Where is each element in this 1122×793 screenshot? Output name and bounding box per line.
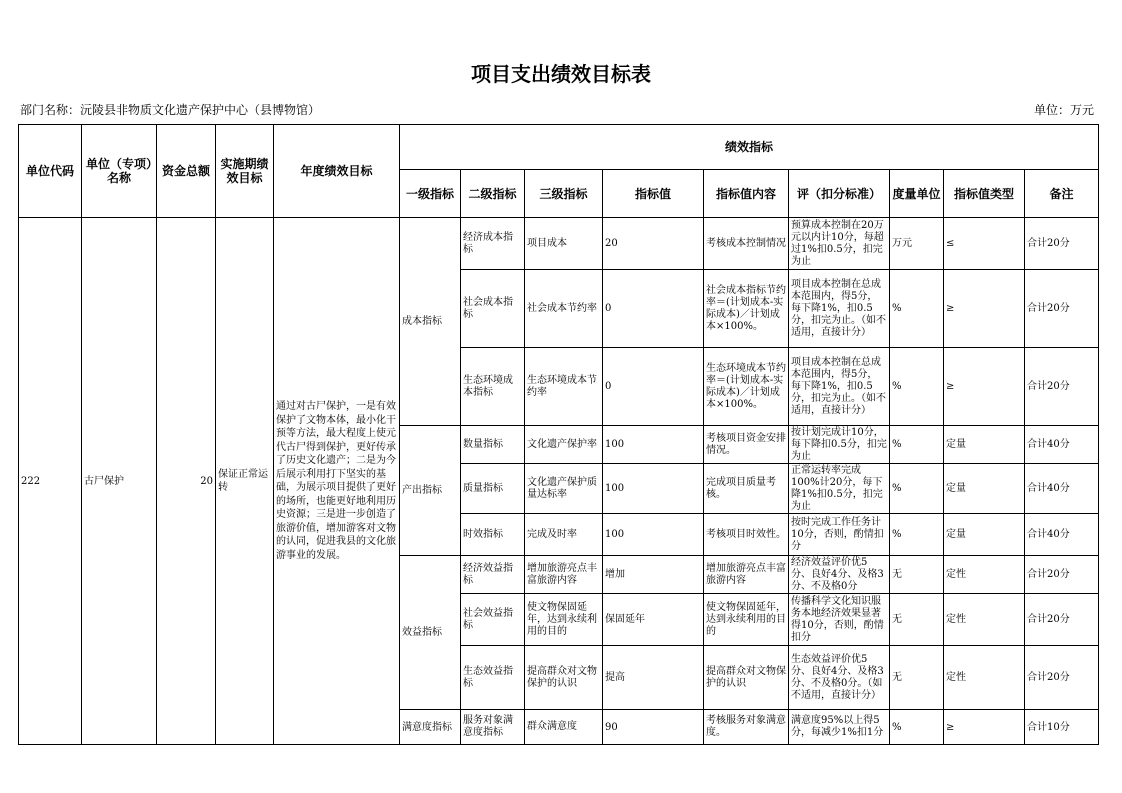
cell-scoring: 项目成本控制在总成本范围内，得5分，每下降1%，扣0.5分，扣完为止。（如不适用，直接计分） bbox=[789, 270, 890, 348]
cell-scoring: 按时完成工作任务计10分，否则，酌情扣分 bbox=[789, 514, 890, 556]
cell-level3: 生态环境成本节约率 bbox=[525, 348, 603, 426]
cell-value-type: 定量 bbox=[944, 514, 1025, 556]
cell-remark: 合计20分 bbox=[1025, 594, 1099, 646]
currency-unit: 单位：万元 bbox=[1033, 103, 1094, 117]
cell-level2: 社会效益指标 bbox=[461, 594, 525, 646]
cell-level3: 使文物保固延年，达到永续利用的目的 bbox=[525, 594, 603, 646]
cell-level3: 增加旅游亮点丰富旅游内容 bbox=[525, 556, 603, 594]
cell-level3: 完成及时率 bbox=[525, 514, 603, 556]
header-measure-unit: 度量单位 bbox=[890, 170, 944, 218]
cell-level2: 服务对象满意度指标 bbox=[461, 710, 525, 745]
cell-remark: 合计20分 bbox=[1025, 218, 1099, 270]
cell-value-type: 定性 bbox=[944, 556, 1025, 594]
cell-content: 考核成本控制情况 bbox=[704, 218, 789, 270]
cell-value: 保固延年 bbox=[603, 594, 704, 646]
cell-value-type: 定性 bbox=[944, 594, 1025, 646]
cell-level3: 文化遗产保护质量达标率 bbox=[525, 464, 603, 514]
cell-value: 100 bbox=[603, 426, 704, 464]
cell-value-type: 定性 bbox=[944, 646, 1025, 710]
header-level1: 一级指标 bbox=[400, 170, 461, 218]
cell-content: 考核服务对象满意度。 bbox=[704, 710, 789, 745]
group-benefit: 效益指标 bbox=[400, 556, 461, 710]
cell-content: 社会成本指标节约率＝(计划成本-实际成本)／计划成本×100%。 bbox=[704, 270, 789, 348]
header-annual-goal: 年度绩效目标 bbox=[274, 125, 400, 218]
cell-level3: 提高群众对文物保护的认识 bbox=[525, 646, 603, 710]
header-performance: 绩效指标 bbox=[400, 125, 1099, 170]
cell-remark: 合计40分 bbox=[1025, 464, 1099, 514]
header-level2: 二级指标 bbox=[461, 170, 525, 218]
cell-level2: 时效指标 bbox=[461, 514, 525, 556]
cell-level2: 生态环境成本指标 bbox=[461, 348, 525, 426]
header-value: 指标值 bbox=[603, 170, 704, 218]
cell-value-type: ≥ bbox=[944, 348, 1025, 426]
cell-level3: 群众满意度 bbox=[525, 710, 603, 745]
cell-level3: 项目成本 bbox=[525, 218, 603, 270]
cell-remark: 合计20分 bbox=[1025, 646, 1099, 710]
cell-measure-unit: 无 bbox=[890, 646, 944, 710]
cell-period-goal: 保证正常运转 bbox=[216, 218, 274, 745]
cell-remark: 合计20分 bbox=[1025, 348, 1099, 426]
header-content: 指标值内容 bbox=[704, 170, 789, 218]
cell-value-type: ≥ bbox=[944, 710, 1025, 745]
cell-measure-unit: % bbox=[890, 426, 944, 464]
group-cost: 成本指标 bbox=[400, 218, 461, 426]
cell-value-type: 定量 bbox=[944, 426, 1025, 464]
cell-content: 提高群众对文物保护的认识 bbox=[704, 646, 789, 710]
cell-total-funds: 20 bbox=[157, 218, 216, 745]
cell-value: 增加 bbox=[603, 556, 704, 594]
cell-remark: 合计40分 bbox=[1025, 514, 1099, 556]
header-period-goal: 实施期绩效目标 bbox=[216, 125, 274, 218]
cell-level2: 经济效益指标 bbox=[461, 556, 525, 594]
cell-scoring: 生态效益评价优5分、良好4分、及格3分、不及格0分。（如不适用，直接计分） bbox=[789, 646, 890, 710]
cell-value: 0 bbox=[603, 348, 704, 426]
header-value-type: 指标值类型 bbox=[944, 170, 1025, 218]
cell-value-type: 定量 bbox=[944, 464, 1025, 514]
cell-level3: 社会成本节约率 bbox=[525, 270, 603, 348]
cell-annual-goal: 通过对古尸保护，一是有效保护了文物本体，最小化干预等方法，最大程度上使元代古尸得到保护，更好传承了历史文化遗产；二是为今后展示利用打下坚实的基础，为展示项目提供了更好的场所，也能更好地利用历史资源；三是进一步创造了旅游价值，增加游客对文物的认同，促进我县的文化旅游事业的发展。 bbox=[274, 218, 400, 745]
header-total-funds: 资金总额 bbox=[157, 125, 216, 218]
cell-unit-name: 古尸保护 bbox=[82, 218, 157, 745]
cell-level2: 质量指标 bbox=[461, 464, 525, 514]
cell-measure-unit: 万元 bbox=[890, 218, 944, 270]
cell-value: 提高 bbox=[603, 646, 704, 710]
page-title: 项目支出绩效目标表 bbox=[471, 62, 651, 86]
cell-measure-unit: 无 bbox=[890, 594, 944, 646]
cell-measure-unit: % bbox=[890, 514, 944, 556]
cell-remark: 合计20分 bbox=[1025, 270, 1099, 348]
cell-value: 100 bbox=[603, 464, 704, 514]
cell-measure-unit: 无 bbox=[890, 556, 944, 594]
cell-measure-unit: % bbox=[890, 270, 944, 348]
group-output: 产出指标 bbox=[400, 426, 461, 556]
cell-value: 20 bbox=[603, 218, 704, 270]
table-row bbox=[19, 218, 1099, 270]
cell-remark: 合计20分 bbox=[1025, 556, 1099, 594]
cell-content: 使文物保固延年，达到永续利用的目的 bbox=[704, 594, 789, 646]
cell-level3: 文化遗产保护率 bbox=[525, 426, 603, 464]
cell-level2: 数量指标 bbox=[461, 426, 525, 464]
cell-content: 生态环境成本节约率＝(计划成本-实际成本)／计划成本×100%。 bbox=[704, 348, 789, 426]
cell-level2: 生态效益指标 bbox=[461, 646, 525, 710]
cell-content: 考核项目时效性。 bbox=[704, 514, 789, 556]
cell-level2: 经济成本指标 bbox=[461, 218, 525, 270]
cell-measure-unit: % bbox=[890, 348, 944, 426]
cell-measure-unit: % bbox=[890, 710, 944, 745]
header-unit-code: 单位代码 bbox=[19, 125, 82, 218]
cell-scoring: 项目成本控制在总成本范围内，得5分，每下降1%，扣0.5分，扣完为止。（如不适用，直接计分） bbox=[789, 348, 890, 426]
cell-level2: 社会成本指标 bbox=[461, 270, 525, 348]
cell-scoring: 正常运转率完成100%计20分，每下降1%扣0.5分，扣完为止 bbox=[789, 464, 890, 514]
cell-value-type: ≥ bbox=[944, 270, 1025, 348]
cell-content: 考核项目资金安排情况。 bbox=[704, 426, 789, 464]
header-level3: 三级指标 bbox=[525, 170, 603, 218]
cell-scoring: 满意度95%以上得5分，每减少1%扣1分 bbox=[789, 710, 890, 745]
cell-value: 90 bbox=[603, 710, 704, 745]
cell-scoring: 经济效益评价优5分、良好4分、及格3分、不及格0分 bbox=[789, 556, 890, 594]
header-unit-name: 单位（专项）名称 bbox=[82, 125, 157, 218]
cell-remark: 合计40分 bbox=[1025, 426, 1099, 464]
header-remark: 备注 bbox=[1025, 170, 1099, 218]
cell-content: 完成项目质量考核。 bbox=[704, 464, 789, 514]
group-satisfaction: 满意度指标 bbox=[400, 710, 461, 745]
cell-scoring: 按计划完成计10分，每下降扣0.5分，扣完为止 bbox=[789, 426, 890, 464]
department-name: 部门名称：沅陵县非物质文化遗产保护中心（县博物馆） bbox=[20, 103, 321, 117]
cell-scoring: 预算成本控制在20万元以内计10分，每超过1%扣0.5分，扣完为止 bbox=[789, 218, 890, 270]
cell-content: 增加旅游亮点丰富旅游内容 bbox=[704, 556, 789, 594]
cell-scoring: 传播科学文化知识服务本地经济效果显著得10分，否则，酌情扣分 bbox=[789, 594, 890, 646]
cell-remark: 合计10分 bbox=[1025, 710, 1099, 745]
performance-table bbox=[18, 124, 1099, 745]
header-scoring: 评（扣分标准） bbox=[789, 170, 890, 218]
cell-value-type: ≤ bbox=[944, 218, 1025, 270]
cell-value: 0 bbox=[603, 270, 704, 348]
cell-value: 100 bbox=[603, 514, 704, 556]
cell-unit-code: 222 bbox=[19, 218, 82, 745]
cell-measure-unit: % bbox=[890, 464, 944, 514]
